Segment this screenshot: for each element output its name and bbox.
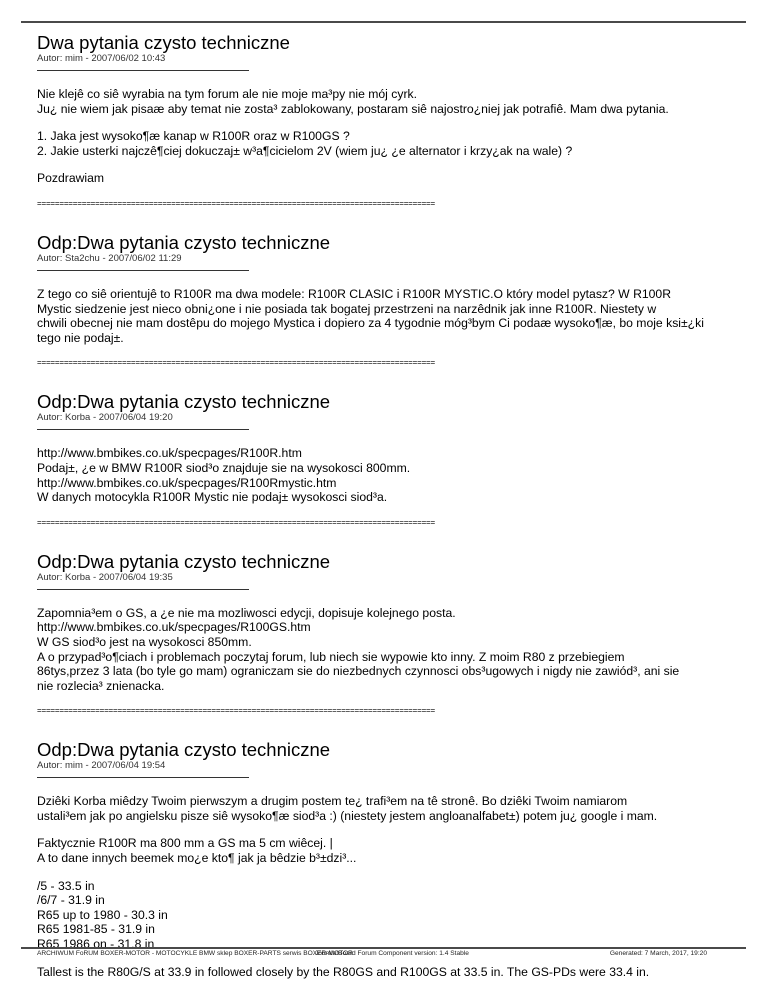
meta-divider bbox=[37, 429, 249, 430]
post-line: chwili obecnej nie mam dostêpu do mojego Mystica i dopiero za 4 tygodnie móg³bym Ci podaæ wysoko¶æ, bo moje ksi±¿ki bbox=[37, 316, 704, 331]
post-paragraph bbox=[37, 171, 737, 186]
post-line: http://www.bmbikes.co.uk/specpages/R100R.htm bbox=[37, 446, 302, 461]
forum-post bbox=[37, 391, 737, 527]
post-line: R65 up to 1980 - 30.3 in bbox=[37, 907, 168, 922]
post-paragraph bbox=[37, 836, 737, 865]
post-line: W GS siod³o jest na wysokosci 850mm. bbox=[37, 634, 252, 649]
post-line: Nie klejê co siê wyrabia na tym forum ale nie moje ma³py nie mój cyrk. bbox=[37, 87, 417, 101]
post-paragraph bbox=[37, 794, 737, 823]
post-line: nie rozlecia³ znienacka. bbox=[37, 678, 165, 693]
post-author-meta: Autor: Korba - 2007/06/04 19:20 bbox=[37, 412, 173, 424]
post-line: Dziêki Korba miêdzy Twoim pierwszym a drugim postem te¿ trafi³em na tê stronê. Bo dziêki Twoim namiarom bbox=[37, 794, 628, 809]
meta-divider bbox=[37, 270, 249, 271]
post-line: Z tego co siê orientujê to R100R ma dwa modele: R100R CLASIC i R100R MYSTIC.O który model pytasz? W R100R bbox=[37, 286, 672, 301]
post-title: Dwa pytania czysto techniczne bbox=[37, 32, 290, 53]
post-author-meta: Autor: Korba - 2007/06/04 19:35 bbox=[37, 571, 173, 583]
forum-post bbox=[37, 551, 737, 717]
forum-post bbox=[37, 232, 737, 368]
post-separator: ========================================================================================= bbox=[37, 198, 435, 208]
post-line: W danych motocykla R100R Mystic nie podaj± wysokosci siod³a. bbox=[37, 490, 388, 505]
forum-post bbox=[37, 739, 737, 979]
post-line: ustali³em jak po angielsku pisze siê wysoko¶æ siod³a :) (niestety jestem angloanalfabet±) potem ju¿ google i mam. bbox=[37, 808, 658, 823]
post-line: tego nie podaj±. bbox=[37, 330, 124, 345]
post-paragraph bbox=[37, 606, 737, 694]
post-line: Faktycznie R100R ma 800 mm a GS ma 5 cm wiêcej. | bbox=[37, 836, 333, 851]
footer-site-name: ARCHIWUM FoRUM BOXER-MOTOR - MOTOCYKLE BMW sklep BOXER-PARTS serwis BOXER-MOTOR bbox=[37, 950, 353, 957]
post-line: 1. Jaka jest wysoko¶æ kanap w R100R oraz w R100GS ? bbox=[37, 129, 350, 144]
meta-divider bbox=[37, 589, 249, 590]
post-body bbox=[37, 87, 737, 186]
post-line: 2. Jakie usterki najczê¶ciej dokuczaj± w³a¶cicielom 2V (wiem ju¿ ¿e alternator i krzy¿ak na wale) ? bbox=[37, 143, 573, 158]
post-paragraph bbox=[37, 446, 737, 504]
footer-generated-date: Generated: 7 March, 2017, 19:20 bbox=[609, 950, 707, 957]
post-author-meta: Autor: Sta2chu - 2007/06/02 11:29 bbox=[37, 252, 182, 264]
post-line: R65 1981-85 - 31.9 in bbox=[37, 922, 155, 937]
post-line: R65 1986 on - 31.8 in bbox=[37, 937, 155, 952]
post-title: Odp:Dwa pytania czysto techniczne bbox=[37, 231, 331, 253]
post-separator: ========================================================================================= bbox=[37, 706, 435, 716]
forum-post bbox=[37, 32, 737, 209]
post-line: /6/7 - 31.9 in bbox=[37, 893, 105, 908]
meta-divider bbox=[37, 777, 249, 778]
post-line: A o przypad³o¶ciach i problemach poczytaj forum, lub niech sie wypowie kto inny. Z moim R80 z przebiegiem bbox=[37, 649, 625, 664]
post-paragraph bbox=[37, 287, 737, 345]
footer-component-version: Joomla!Board Forum Component version: 1.4 Stable bbox=[315, 950, 469, 957]
posts-container bbox=[37, 32, 737, 992]
post-author-meta: Autor: mim - 2007/06/04 19:54 bbox=[37, 760, 166, 772]
post-line: http://www.bmbikes.co.uk/specpages/R100GS.htm bbox=[37, 620, 311, 635]
post-body bbox=[37, 287, 737, 345]
post-line: Pozdrawiam bbox=[37, 171, 105, 186]
post-line: /5 - 33.5 in bbox=[37, 878, 95, 893]
post-separator: ========================================================================================= bbox=[37, 517, 435, 527]
post-line: 86tys,przez 3 lata (bo tyle go mam) ograniczam sie do niezbednych czynnosci obs³ugowych i nigdy nie zawiód³, ani sie bbox=[37, 664, 680, 679]
post-body bbox=[37, 446, 737, 504]
post-author-meta: Autor: mim - 2007/06/02 10:43 bbox=[37, 53, 166, 64]
post-line: Mystic siedzenie jest nieco obni¿one i nie posiada tak bogatej przestrzeni na narzêdnik jak inne R100R. Niestety w bbox=[37, 301, 657, 316]
post-line: Podaj±, ¿e w BMW R100R siod³o znajduje sie na wysokosci 800mm. bbox=[37, 460, 411, 475]
post-line: A to dane innych beemek mo¿e kto¶ jak ja bêdzie b³±dzi³... bbox=[37, 851, 357, 866]
post-line: http://www.bmbikes.co.uk/specpages/R100Rmystic.htm bbox=[37, 475, 337, 490]
post-title: Odp:Dwa pytania czysto techniczne bbox=[37, 550, 331, 572]
post-separator: ========================================================================================= bbox=[37, 358, 435, 368]
post-line: Tallest is the R80G/S at 33.9 in followed closely by the R80GS and R100GS at 33.5 in. The GS-PDs were 33.4 in. bbox=[37, 964, 650, 979]
page-footer bbox=[37, 950, 737, 962]
post-paragraph bbox=[37, 879, 737, 952]
post-title: Odp:Dwa pytania czysto techniczne bbox=[37, 739, 331, 761]
post-title: Odp:Dwa pytania czysto techniczne bbox=[37, 391, 331, 413]
meta-divider bbox=[37, 70, 249, 71]
top-rule bbox=[21, 21, 746, 23]
post-paragraph bbox=[37, 87, 737, 116]
post-paragraph bbox=[37, 965, 737, 980]
post-line: Ju¿ nie wiem jak pisaæ aby temat nie zosta³ zablokowany, postaram siê najostro¿niej jak potrafiê. Mam dwa pytania. bbox=[37, 101, 669, 116]
post-paragraph bbox=[37, 129, 737, 158]
post-line: Zapomnia³em o GS, a ¿e nie ma mozliwosci edycji, dopisuje kolejnego posta. bbox=[37, 605, 456, 620]
post-body bbox=[37, 606, 737, 694]
footer-rule bbox=[21, 947, 746, 949]
